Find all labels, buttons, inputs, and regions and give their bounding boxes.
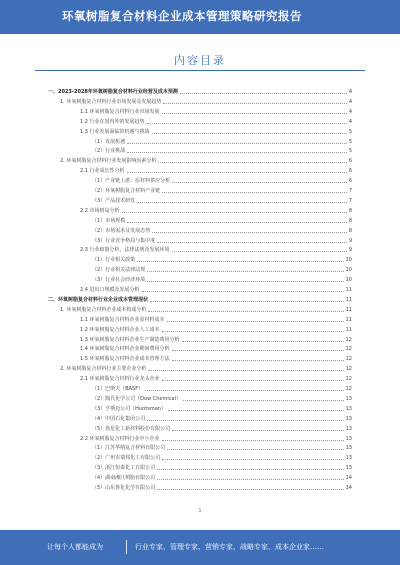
toc-entry-page: 12 bbox=[345, 366, 352, 373]
toc-entry[interactable] bbox=[92, 464, 352, 473]
toc-entry-page: 13 bbox=[345, 445, 352, 452]
toc-entry[interactable] bbox=[80, 435, 352, 444]
toc-entry[interactable] bbox=[92, 187, 352, 196]
toc-entry[interactable] bbox=[80, 375, 352, 384]
toc-entry-page: 7 bbox=[348, 188, 352, 194]
toc-entry-page: 12 bbox=[345, 386, 352, 392]
toc-entry-page: 8 bbox=[348, 217, 352, 224]
toc-entry-text: （3）亨斯迈公司（Huntsman） bbox=[92, 405, 166, 412]
toc-entry-page: 11 bbox=[345, 287, 352, 293]
toc-entry-text: （2）市场需求及发展态势 bbox=[92, 227, 151, 234]
toc-leader-dots bbox=[152, 133, 347, 134]
toc-entry-page: 4 bbox=[348, 118, 352, 125]
toc-leader-dots bbox=[162, 459, 343, 460]
toc-entry-page: 6 bbox=[348, 178, 352, 185]
toc-entry-page: 8 bbox=[348, 207, 352, 214]
toc-leader-dots bbox=[122, 212, 347, 213]
toc-entry[interactable] bbox=[80, 326, 352, 335]
toc-leader-dots bbox=[162, 113, 347, 114]
toc-entry-page: 13 bbox=[345, 455, 352, 462]
toc-leader-dots bbox=[172, 251, 347, 252]
toc-entry-text: 1.3 环氧树脂复合材料企业生产制造费用分析 bbox=[80, 336, 180, 343]
toc-entry-text: 2.1 环氧树脂复合材料行业龙头企业 bbox=[80, 376, 160, 383]
toc-entry[interactable] bbox=[80, 167, 352, 176]
toc-entry[interactable] bbox=[92, 197, 352, 206]
toc-leader-dots bbox=[172, 182, 347, 183]
toc-leader-dots bbox=[168, 410, 344, 411]
toc-entry-page: 12 bbox=[345, 346, 352, 353]
toc-entry-page: 4 bbox=[348, 89, 352, 95]
toc-leader-dots bbox=[158, 162, 346, 163]
toc-entry-page: 10 bbox=[345, 267, 352, 274]
toc-entry[interactable] bbox=[80, 128, 352, 137]
toc-entry[interactable] bbox=[92, 484, 352, 493]
toc-entry-text: （2）行业相关法律法规 bbox=[92, 267, 146, 274]
toc-entry-text: （2）行业挑战 bbox=[92, 148, 126, 155]
toc-entry-text: （1）发展机遇 bbox=[92, 138, 126, 145]
toc-entry-page: 11 bbox=[345, 306, 352, 313]
toc-entry-page: 6 bbox=[348, 158, 352, 165]
toc-entry-text: 2.3 行业政策分析、法律法规及发展环境 bbox=[80, 247, 170, 254]
toc-entry[interactable] bbox=[80, 355, 352, 364]
toc-entry-text: （1）江苏华纳复合材料有限公司 bbox=[92, 445, 166, 452]
toc-leader-dots bbox=[172, 350, 344, 351]
toc-entry-text: 一、2023-2028年环氧树脂复合材料行业经营及成本预测 bbox=[48, 89, 178, 95]
toc-leader-dots bbox=[162, 331, 344, 332]
toc-entry[interactable] bbox=[80, 246, 352, 255]
toc-entry-page: 13 bbox=[345, 465, 352, 472]
toc-entry[interactable] bbox=[92, 444, 352, 453]
toc-leader-dots bbox=[137, 261, 343, 262]
toc-entry-text: （2）陶氏化学公司（Dow Chemical） bbox=[92, 395, 181, 402]
toc-entry[interactable] bbox=[60, 157, 352, 166]
footer-banner bbox=[0, 530, 400, 565]
toc-leader-dots bbox=[183, 400, 344, 401]
toc-entry-text: （5）山东鲁化化学有限公司 bbox=[92, 485, 156, 491]
toc-entry[interactable] bbox=[60, 98, 352, 107]
toc-leader-dots bbox=[162, 380, 344, 381]
toc-entry-text: 1. 环氧树脂复合材料行业市场发展及发展趋势 bbox=[60, 98, 162, 105]
toc-entry-text: （2）环氧树脂复合材料产业链 bbox=[92, 188, 161, 194]
toc-leader-dots bbox=[142, 291, 344, 292]
toc-leader-dots bbox=[162, 440, 344, 441]
header-banner bbox=[0, 0, 400, 34]
toc-entry[interactable] bbox=[92, 138, 352, 147]
toc-entry-text: 2.1 行业成长性分析 bbox=[80, 168, 125, 175]
toc-entry[interactable] bbox=[92, 237, 352, 246]
toc-entry-text: （3）浙江恒泰化工有限公司 bbox=[92, 465, 156, 472]
footer-roles: 行业专家、管理专家、营销专家、战略专家、成本企业家…… bbox=[135, 543, 324, 551]
toc-entry-text: （1）巴斯夫（BASF） bbox=[92, 386, 144, 392]
toc-leader-dots bbox=[157, 469, 343, 470]
page-number: 1 bbox=[198, 508, 202, 514]
toc-entry-page: 5 bbox=[348, 128, 352, 135]
toc-entry-page: 10 bbox=[345, 277, 352, 284]
toc-entry[interactable] bbox=[80, 345, 352, 354]
toc-entry-page: 10 bbox=[345, 257, 352, 264]
toc-entry[interactable] bbox=[92, 415, 352, 424]
toc-entry-text: （2）广州市瑞邦化工有限公司 bbox=[92, 455, 161, 462]
toc-entry-text: 1.1 环氧树脂复合材料行业市场发展 bbox=[80, 108, 160, 115]
toc-entry[interactable] bbox=[48, 88, 352, 97]
toc-leader-dots bbox=[147, 123, 347, 124]
toc-entry-text: 1. 环氧树脂复合材料企业成本构成分析 bbox=[60, 306, 147, 313]
toc-entry[interactable] bbox=[48, 296, 352, 305]
toc-entry-page: 12 bbox=[345, 336, 352, 343]
toc-leader-dots bbox=[172, 360, 344, 361]
toc-leader-dots bbox=[172, 430, 343, 431]
toc-entry[interactable] bbox=[92, 454, 352, 463]
toc-entry-page: 5 bbox=[348, 148, 352, 155]
toc-entry[interactable] bbox=[92, 147, 352, 156]
toc-leader-dots bbox=[147, 271, 343, 272]
toc-entry-page: 7 bbox=[348, 197, 352, 204]
toc-entry-page: 14 bbox=[345, 475, 352, 482]
toc-entry-text: （1）产业链上游：原材料供应分析 bbox=[92, 178, 171, 185]
toc-leader-dots bbox=[150, 301, 344, 302]
report-title: 环氧树脂复合材料企业成本管理策略研究报告 bbox=[62, 9, 302, 23]
toc-entry-text: 2. 环氧树脂复合材料行业主要企业分析 bbox=[60, 366, 147, 373]
toc-leader-dots bbox=[147, 420, 343, 421]
toc-leader-dots bbox=[147, 281, 343, 282]
toc-leader-dots bbox=[127, 152, 347, 153]
toc-entry-page: 12 bbox=[345, 376, 352, 383]
toc-entry[interactable] bbox=[92, 425, 352, 434]
toc-leader-dots bbox=[182, 341, 344, 342]
toc-entry-page: 13 bbox=[345, 415, 352, 422]
toc-entry-page: 4 bbox=[348, 108, 352, 115]
toc-entry-page: 12 bbox=[345, 356, 352, 363]
toc-entry[interactable] bbox=[92, 276, 352, 285]
toc-entry[interactable] bbox=[80, 118, 352, 127]
toc-entry-text: 1.1 环氧树脂复合材料企业原材料成本 bbox=[80, 316, 165, 323]
toc-leader-dots bbox=[148, 370, 343, 371]
toc-entry-text: 1.2 环氧树脂复合材料企业人工成本 bbox=[80, 326, 160, 333]
toc-entry[interactable] bbox=[80, 336, 352, 345]
toc-entry[interactable] bbox=[92, 395, 352, 404]
toc-leader-dots bbox=[157, 479, 343, 480]
toc-entry-page: 13 bbox=[345, 405, 352, 412]
toc-entry-text: 1.3 行业发展面临的机遇与挑战 bbox=[80, 128, 150, 135]
toc-entry-page: 13 bbox=[345, 435, 352, 442]
toc-leader-dots bbox=[127, 143, 347, 144]
toc-leader-dots bbox=[157, 489, 343, 490]
toc-entry-page: 9 bbox=[348, 237, 352, 244]
toc-entry[interactable] bbox=[92, 217, 352, 226]
toc-entry[interactable] bbox=[80, 286, 352, 295]
toc-entry[interactable] bbox=[80, 316, 352, 325]
footer-divider bbox=[126, 540, 127, 554]
toc-leader-dots bbox=[157, 242, 347, 243]
toc-leader-dots bbox=[167, 449, 343, 450]
toc-entry-page: 11 bbox=[345, 316, 352, 323]
toc-entry-page: 11 bbox=[345, 326, 352, 333]
toc-entry-text: （3）行业竞争格局与集中度 bbox=[92, 237, 156, 244]
toc-entry-page: 6 bbox=[348, 168, 352, 175]
toc-leader-dots bbox=[162, 192, 347, 193]
toc-entry-page: 9 bbox=[348, 247, 352, 254]
toc-leader-dots bbox=[145, 390, 344, 391]
toc-leader-dots bbox=[152, 232, 347, 233]
toc-entry-page: 5 bbox=[348, 138, 352, 145]
toc-entry[interactable] bbox=[92, 385, 352, 394]
toc-heading: 内容目录 bbox=[174, 54, 226, 67]
toc-entry-text: 1.5 环氧树脂复合材料企业成本管理方法 bbox=[80, 356, 170, 363]
toc-entry[interactable] bbox=[60, 365, 352, 374]
toc-entry-page: 13 bbox=[345, 425, 352, 432]
footer-slogan: 让每个人都能成为 bbox=[47, 543, 103, 551]
toc-entry-page: 13 bbox=[345, 395, 352, 402]
toc-entry-page: 8 bbox=[348, 227, 352, 234]
toc-entry-text: 2. 环氧树脂复合材料行业发展影响因素分析 bbox=[60, 158, 157, 165]
toc-entry[interactable] bbox=[80, 207, 352, 216]
toc-leader-dots bbox=[163, 103, 346, 104]
toc-leader-dots bbox=[180, 93, 347, 94]
toc-entry-text: （1）市场规模 bbox=[92, 217, 126, 224]
toc-entry-text: （3）行业社会经济环境 bbox=[92, 277, 146, 284]
toc-leader-dots bbox=[127, 222, 347, 223]
toc-entry-text: 2.2 环氧树脂复合材料行业中小企业 bbox=[80, 435, 160, 442]
toc-entry[interactable] bbox=[92, 227, 352, 236]
toc-entry-text: （4）湖南湘江树脂有限公司 bbox=[92, 475, 156, 482]
toc-entry-text: （4）中国石化集团公司 bbox=[92, 415, 146, 422]
toc-entry-text: 1.4 环氧树脂复合材料企业期间费用分析 bbox=[80, 346, 170, 353]
toc-entry-text: （1）行业相关政策 bbox=[92, 257, 136, 264]
toc-heading-rule bbox=[35, 70, 365, 71]
toc-entry[interactable] bbox=[92, 266, 352, 275]
toc-entry[interactable] bbox=[60, 306, 352, 315]
toc-entry-text: 二、环氧树脂复合材料行业企业成本管理现状 bbox=[48, 296, 149, 303]
toc-entry-text: 1.2 行业在国内外的发展趋势 bbox=[80, 118, 145, 125]
toc-entry-text: 2.4 进出口规模及发展分析 bbox=[80, 287, 140, 293]
toc-entry-page: 11 bbox=[345, 296, 352, 303]
toc-entry-page: 4 bbox=[348, 98, 352, 105]
toc-entry-text: （3）产品技术研发 bbox=[92, 197, 136, 204]
toc-leader-dots bbox=[137, 202, 347, 203]
toc-entry[interactable] bbox=[92, 256, 352, 265]
toc-leader-dots bbox=[167, 321, 344, 322]
toc-leader-dots bbox=[148, 311, 343, 312]
toc-entry[interactable] bbox=[92, 177, 352, 186]
toc-entry[interactable] bbox=[80, 108, 352, 117]
toc-entry-text: 2.2 市场格局分析 bbox=[80, 207, 120, 214]
toc-entry-text: （5）蓝星化工新材料股份有限公司 bbox=[92, 425, 171, 432]
toc-entry-page: 14 bbox=[345, 485, 352, 491]
toc-entry[interactable] bbox=[92, 405, 352, 414]
toc-entry[interactable] bbox=[92, 474, 352, 483]
toc-leader-dots bbox=[127, 172, 347, 173]
